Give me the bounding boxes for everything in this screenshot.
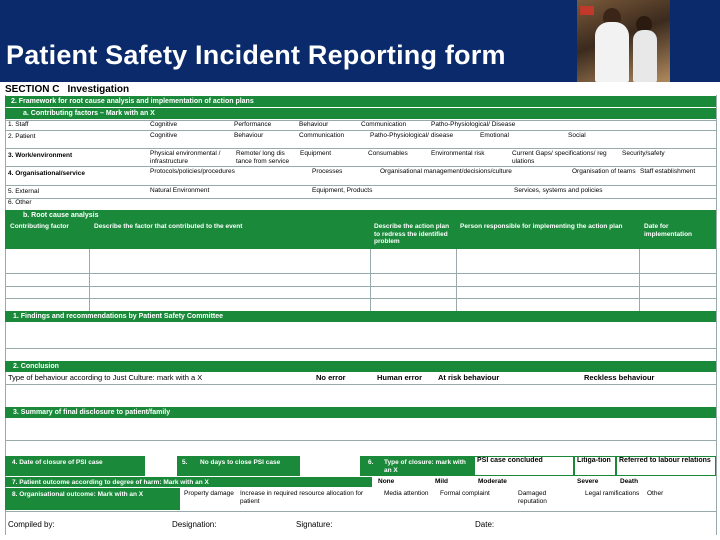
factor-cell[interactable]: Physical environmental / infrastructure xyxy=(150,150,221,165)
option-human-error[interactable]: Human error xyxy=(377,374,423,382)
factor-cell[interactable]: Emotional xyxy=(480,132,509,139)
factor-cell[interactable]: Cognitive xyxy=(150,132,178,139)
outcome-option[interactable]: Severe xyxy=(577,478,599,485)
org-outcome-label: 8. Organisational outcome: Mark with an X xyxy=(12,491,144,498)
outcome-option[interactable]: None xyxy=(378,478,395,485)
header-photo xyxy=(577,0,670,82)
page-title: Patient Safety Incident Reporting form xyxy=(6,40,506,70)
org-option[interactable]: Damaged reputation xyxy=(518,490,547,505)
option-litigation[interactable]: Litiga-tion xyxy=(575,457,615,475)
org-option[interactable]: Legal ramifications xyxy=(585,490,640,497)
factor-cell[interactable]: Organisational management/decisions/culture xyxy=(380,168,512,175)
factor-work-label: 3. Work/environment xyxy=(8,152,73,159)
factor-cell[interactable]: Natural Environment xyxy=(150,187,210,194)
factor-cell[interactable]: Equipment, Products xyxy=(312,187,373,194)
factor-cell[interactable]: Behaviour xyxy=(234,132,264,139)
factor-cell[interactable]: Equipment xyxy=(300,150,332,157)
option-reckless[interactable]: Reckless behaviour xyxy=(584,374,655,382)
designation-label: Designation: xyxy=(172,520,217,529)
findings-bar: 1. Findings and recommendations by Patient Safety Committee xyxy=(5,311,716,322)
factor-cell[interactable]: Services, systems and policies xyxy=(514,187,603,194)
closure-days-label: No days to close PSI case xyxy=(200,459,281,466)
closure-type-label: Type of closure: mark with an X xyxy=(384,459,466,474)
factor-cell[interactable]: Organisation of teams xyxy=(572,168,636,175)
factor-cell[interactable]: Security/safety xyxy=(622,150,665,157)
org-option[interactable]: Other xyxy=(647,490,664,497)
option-referred-labour[interactable]: Referred to labour relations xyxy=(617,457,715,475)
patient-outcome-label: 7. Patient outcome according to degree of harm: Mark with an X xyxy=(12,479,209,486)
factor-cell[interactable]: Remote/ long dis tance from service xyxy=(236,150,290,165)
date-label: Date: xyxy=(475,520,495,529)
behaviour-prompt: Type of behaviour according to Just Culture: mark with a X xyxy=(8,374,203,382)
factor-org-label: 4. Organisational/service xyxy=(8,170,85,177)
option-psi-concluded[interactable]: PSI case concluded xyxy=(475,457,573,475)
factor-cell[interactable]: Behaviour xyxy=(299,121,329,128)
factor-cell[interactable]: Consumables xyxy=(368,150,408,157)
org-option[interactable]: Formal complaint xyxy=(440,490,490,497)
outcome-option[interactable]: Death xyxy=(620,478,639,485)
factor-cell[interactable]: Protocols/policies/procedures xyxy=(150,168,235,175)
section-title: SECTION C Investigation xyxy=(5,84,130,95)
factor-staff-label: 1. Staff xyxy=(8,121,29,128)
factor-cell[interactable]: Communication xyxy=(361,121,407,128)
org-option[interactable]: Increase in required resource allocation for patient xyxy=(240,490,364,505)
compiled-by-label: Compiled by: xyxy=(8,520,55,529)
rca-header: Describe the action plan to redress the identified problem xyxy=(374,223,450,245)
factor-cell[interactable]: Social xyxy=(568,132,586,139)
rca-header: Describe the factor that contributed to the event xyxy=(94,223,243,230)
disclosure-bar: 3. Summary of final disclosure to patient/family xyxy=(5,407,716,418)
factor-patient-label: 2. Patient xyxy=(8,133,36,140)
factor-cell[interactable]: Communication xyxy=(299,132,345,139)
rca-header: Person responsible for implementing the action plan xyxy=(460,223,623,230)
factor-cell[interactable]: Processes xyxy=(312,168,343,175)
outcome-option[interactable]: Moderate xyxy=(478,478,507,485)
option-no-error[interactable]: No error xyxy=(316,374,346,382)
rca-header: Contributing factor xyxy=(10,223,69,230)
factor-cell[interactable]: Cognitive xyxy=(150,121,178,128)
org-option[interactable]: Media attention xyxy=(384,490,429,497)
conclusion-bar: 2. Conclusion xyxy=(5,361,716,372)
factor-external-label: 5. External xyxy=(8,188,40,195)
org-option[interactable]: Property damage xyxy=(184,490,234,497)
logo-heart-icon xyxy=(580,6,594,15)
signature-label: Signature: xyxy=(296,520,333,529)
factor-cell[interactable]: Performance xyxy=(234,121,272,128)
rca-header: Date for implementation xyxy=(644,223,693,238)
option-at-risk[interactable]: At risk behaviour xyxy=(438,374,500,382)
contributing-factors-bar: a. Contributing factors – Mark with an X xyxy=(5,108,716,119)
framework-bar: 2. Framework for root cause analysis and implementation of action plans xyxy=(5,96,716,107)
closure-date-label: 4. Date of closure of PSI case xyxy=(12,459,103,466)
factor-cell[interactable]: Staff establishment xyxy=(640,168,696,175)
factor-cell[interactable]: Patho-Physiological/ Disease xyxy=(431,121,516,128)
factor-cell[interactable]: Current Gaps/ specifications/ reg ulations xyxy=(512,150,607,165)
factor-cell[interactable]: Environmental risk xyxy=(431,150,485,157)
factor-cell[interactable]: Patho-Physiological/ disease xyxy=(370,132,454,139)
factor-other-label: 6. Other xyxy=(8,199,32,206)
root-cause-bar: b. Root cause analysis xyxy=(5,210,716,221)
outcome-option[interactable]: Mild xyxy=(435,478,448,485)
